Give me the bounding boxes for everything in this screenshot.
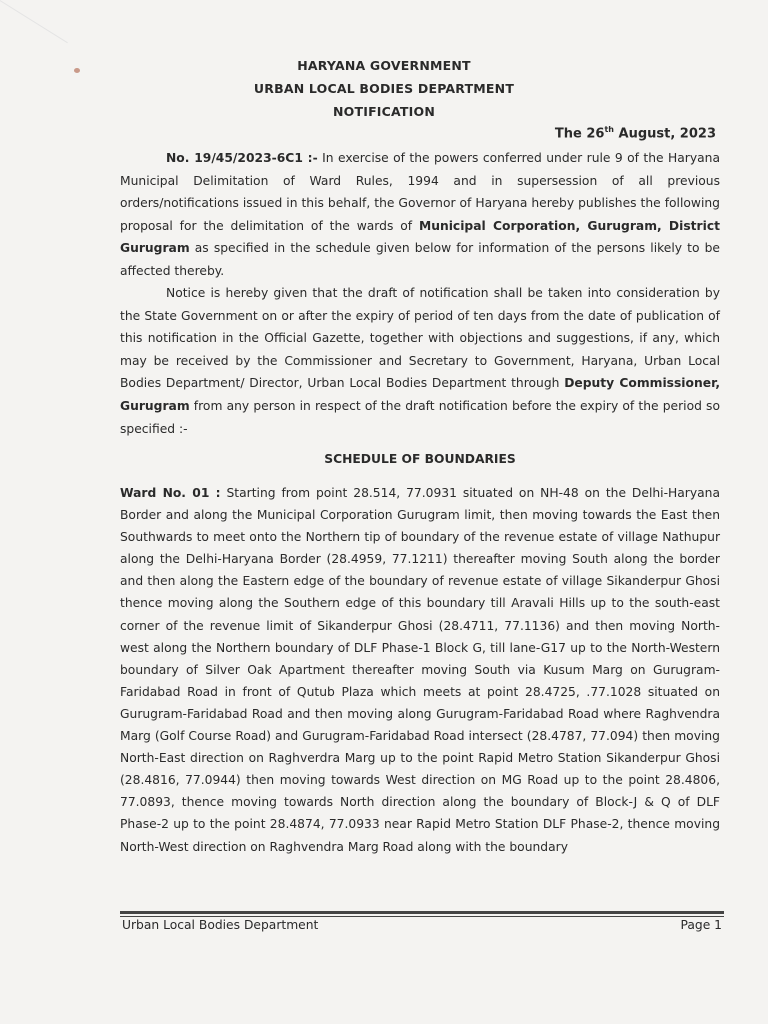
preamble-text-b: as specified in the schedule given below for information of the persons likely to be affected thereby. bbox=[120, 241, 720, 278]
schedule-title: SCHEDULE OF BOUNDARIES bbox=[324, 452, 516, 466]
date-prefix: The 26 bbox=[554, 126, 605, 142]
notification-number: No. 19/45/2023-6C1 :- bbox=[166, 151, 318, 165]
preamble-text-a: In exercise of the powers conferred under rule 9 of the Haryana Municipal Delimitation of Ward Rules, 1994 and in supersession of all previous orders/notifications issued in this behalf, the Governor of Haryana hereby publishes the following proposal for the delimitation of the wards of bbox=[120, 151, 721, 233]
header-department: URBAN LOCAL BODIES DEPARTMENT bbox=[253, 81, 515, 96]
paragraph-ward-01 bbox=[120, 482, 720, 858]
notice-text-a: Notice is hereby given that the draft of notification shall be taken into consideration by the State Government on or after the expiry of period of ten days from the date of publication of this notification in the Official Gazette, together with objections and suggestions, if any, which may be received by the Commissioner and Secretary to Government, Haryana, Urban Local Bodies Department/ Director, Urban Local Bodies Department through bbox=[120, 286, 720, 391]
preamble-bold-corporation: Municipal Corporation, Gurugram, District Gurugram bbox=[120, 218, 721, 256]
notice-bold-commissioner: Deputy Commissioner, Gurugram bbox=[120, 376, 720, 413]
header-government: HARYANA GOVERNMENT bbox=[297, 58, 471, 73]
notification-date bbox=[555, 125, 716, 141]
ward-description: Starting from point 28.514, 77.0931 situated on NH-48 on the Delhi-Haryana Border and along the Municipal Corporation Gurugram limit, then moving towards the East then Southwards to meet onto the Northern tip of boundary of the revenue estate of village Nathupur along the Delhi-Haryana Border (28.4959, 77.1211) thereafter moving South along the border and then along the Eastern edge of the boundary of revenue estate of village Sikanderpur Ghosi thence moving along the Southern edge of this boundary till Aravali Hills up to the south-east corner of the revenue limit of Sikanderpur Ghosi (28.4711, 77.1136) and then moving North-west along the Northern boundary of DLF Phase-1 Block G, till lane-G17 up to the North-Western boundary of Silver Oak Apartment thereafter moving South via Kusum Marg on Gurugram-Faridabad Road in front of Qutub Plaza which meets at point 28.4725, .77.1028 situated on Gurugram-Faridabad Road and then moving along Gurugram-Faridabad Road where Raghvendra Marg (Golf Course Road) and Gurugram-Faridabad Road intersect (28.4787, 77.094) then moving North-East direction on Raghverdra Marg up to the point Rapid Metro Station Sikanderpur Ghosi (28.4816, 77.0944) then moving towards West direction on MG Road up to the point 28.4806, 77.0893, thence moving towards North direction along the boundary of Block-J & Q of DLF Phase-2 up to the point 28.4874, 77.0933 near Rapid Metro Station DLF Phase-2, thence moving North-West direction on Raghvendra Marg Road along with the boundary bbox=[120, 486, 720, 854]
footer-page-number: Page 1 bbox=[680, 918, 722, 932]
notice-text-b: from any person in respect of the draft notification before the expiry of the period so specified :- bbox=[120, 398, 720, 436]
footer-rule-thick bbox=[120, 911, 724, 914]
ward-label: Ward No. 01 : bbox=[120, 486, 221, 500]
footer-department: Urban Local Bodies Department bbox=[122, 918, 319, 932]
date-suffix: th bbox=[604, 125, 614, 134]
paragraph-notice bbox=[120, 282, 720, 440]
date-rest: August, 2023 bbox=[613, 126, 716, 142]
paragraph-preamble bbox=[120, 147, 720, 283]
header-notification: NOTIFICATION bbox=[333, 104, 435, 119]
footer-rule-thin bbox=[120, 916, 724, 917]
